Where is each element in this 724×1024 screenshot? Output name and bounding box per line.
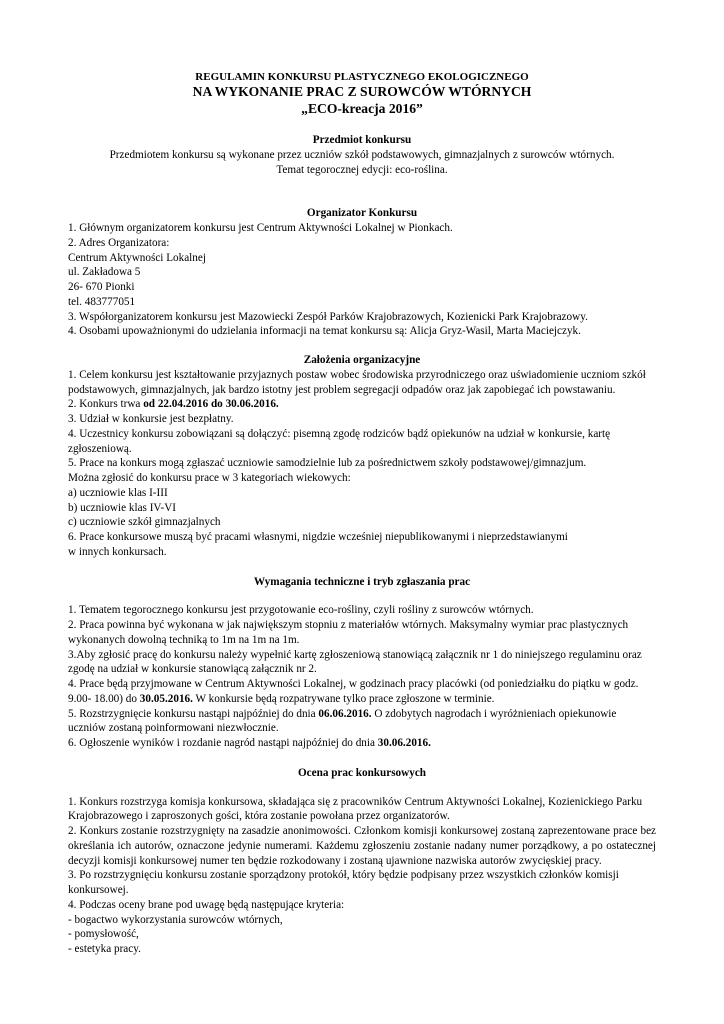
wymagania-deadline: 30.05.2016. <box>139 692 193 705</box>
wymagania-award-date: 30.06.2016. <box>377 737 431 749</box>
organizator-line: tel. 483777051 <box>68 295 136 308</box>
wymagania-item-1: 1. Tematem tegorocznego konkursu jest przygotowanie eco-rośliny, czyli rośliny z surowców wtórnych. <box>68 604 534 617</box>
title-line-2: NA WYKONANIE PRAC Z SUROWCÓW WTÓRNYCH <box>192 84 532 99</box>
wymagania-item-4-rest: W konkursie będą rozpatrywane tylko prace zgłoszone w terminie. <box>192 692 495 705</box>
organizator-line: 1. Głównym organizatorem konkursu jest Centrum Aktywności Lokalnej w Pionkach. <box>68 222 453 234</box>
wymagania-item-3: 3.Aby zgłosić pracę do konkursu należy wypełnić kartę zgłoszeniową stanowiącą załącznik nr 1 do niniejszego regulaminu oraz zgodę na udział w konkursie stanowiącą załącznik nr 2. <box>68 648 642 676</box>
zalozenia-dates: od 22.04.2016 do 30.06.2016. <box>143 398 279 411</box>
wymagania-item-2: 2. Praca powinna być wykonana w jak największym stopniu z materiałów wtórnych. Maksymalny wymiar prac plastycznych wykonanych dowolną techniką to 1m na 1m na 1m. <box>68 619 629 646</box>
category-a: a) uczniowie klas I-III <box>68 486 168 499</box>
criterion-3: - estetyka pracy. <box>68 943 141 955</box>
zalozenia-item-6-cont: w innych konkursach. <box>68 545 167 558</box>
ocena-item-1: 1. Konkurs rozstrzyga komisja konkursowa, składająca się z pracowników Centrum Aktywności Lokalnej, Kozienickiego Parku Krajobrazowego i zaproszonych gości, która zostanie powołana przez organizatorów. <box>68 795 643 823</box>
document-content <box>68 70 656 957</box>
wymagania-heading: Wymagania techniczne i tryb zgłaszania prac <box>253 575 471 588</box>
wymagania-item-5-rest: O zdobytych nagrodach i wyróżnieniach opiekunowie uczniów zostaną poinformowani niezwłocznie. <box>68 707 617 735</box>
organizator-line: ul. Zakładowa 5 <box>68 266 141 279</box>
organizator-line: Centrum Aktywności Lokalnej <box>68 251 206 264</box>
zalozenia-item-2-text: 2. Konkurs trwa <box>68 398 144 411</box>
zalozenia-item-6: 6. Prace konkursowe muszą być pracami własnymi, nigdzie wcześniej niepublikowanymi i nieprzedstawianymi <box>68 531 568 543</box>
zalozenia-heading: Założenia organizacyjne <box>303 354 421 366</box>
wymagania-item-6 <box>68 736 656 751</box>
organizator-line: 4. Osobami upoważnionymi do udzielania informacji na temat konkursu są: Alicja Gryz-Wasil, Marta Maciejczyk. <box>68 325 581 338</box>
wymagania-item-6-text: 6. Ogłoszenie wyników i rozdanie nagród nastąpi najpóźniej do dnia <box>68 737 378 749</box>
organizator-heading: Organizator Konkursu <box>306 207 418 220</box>
criterion-2: - pomysłowość, <box>68 928 139 941</box>
ocena-item-4: 4. Podczas oceny brane pod uwagę będą następujące kryteria: <box>68 898 345 911</box>
zalozenia-item-3: 3. Udział w konkursie jest bezpłatny. <box>68 413 234 425</box>
przedmiot-line-1: Przedmiotem konkursu są wykonane przez uczniów szkół podstawowych, gimnazjalnych z surowców wtórnych. <box>109 148 615 161</box>
przedmiot-heading: Przedmiot konkursu <box>312 134 412 146</box>
criterion-1: - bogactwo wykorzystania surowców wtórnych, <box>68 913 283 926</box>
ocena-item-3: 3. Po rozstrzygnięciu konkursu zostanie sporządzony protokół, który będzie podpisany przez wszystkich członków komisji konkursowej. <box>68 869 619 896</box>
organizator-line: 26- 670 Pionki <box>68 281 135 293</box>
ocena-item-2: 2. Konkurs zostanie rozstrzygnięty na zasadzie anonimowości. Członkom komisji konkursowej zostaną zaprezentowane prace bez określania ich autorów, oznaczone jedynie numerami. Każdemu zgłoszeniu zostanie nadany numer porządkowy, a po ostatecznej decyzji komisji konkursowej numer ten będzie rozkodowany i zostaną ujawnione nazwiska autorów zwycięskiej pracy. <box>68 825 656 867</box>
zalozenia-item-1: 1. Celem konkursu jest kształtowanie przyjaznych postaw wobec środowiska przyrodniczego oraz uświadomienie uczniom szkół podstawowych, gimnazjalnych, jak bardzo istotny jest problem segregacji odpadów oraz jak zapobiegać ich powstawaniu. <box>68 368 646 396</box>
title-line-3: „ECO-kreacja 2016” <box>301 100 423 116</box>
zalozenia-item-5: 5. Prace na konkurs mogą zgłaszać uczniowie samodzielnie lub za pośrednictwem szkoły podstawowej/gimnazjum. <box>68 457 587 470</box>
zalozenia-item-2 <box>68 397 656 412</box>
title-line-1: REGULAMIN KONKURSU PLASTYCZNEGO EKOLOGICZNEGO <box>195 71 529 83</box>
wymagania-item-5-text: 5. Rozstrzygnięcie konkursu nastąpi najpóźniej do dnia <box>68 707 319 720</box>
przedmiot-line-2: Temat tegorocznej edycji: eco-roślina. <box>276 163 448 176</box>
organizator-line: 3. Współorganizatorem konkursu jest Mazowiecki Zespół Parków Krajobrazowych, Kozienicki Park Krajobrazowy. <box>68 310 588 323</box>
zalozenia-item-5-categories: Można zgłosić do konkursu prace w 3 kategoriach wiekowych: <box>68 472 351 484</box>
category-c: c) uczniowie szkół gimnazjalnych <box>68 516 221 529</box>
organizator-line: 2. Adres Organizatora: <box>68 236 170 249</box>
wymagania-item-4 <box>68 677 656 707</box>
ocena-heading: Ocena prac konkursowych <box>297 766 427 779</box>
wymagania-item-5 <box>68 707 656 737</box>
wymagania-result-date: 06.06.2016. <box>318 707 372 720</box>
wymagania-item-4-text: 4. Prace będą przyjmowane w Centrum Aktywności Lokalnej, w godzinach pracy placówki (od poniedziałku do piątku w godz. 9.00- 18.00) do <box>68 678 639 705</box>
zalozenia-item-4: 4. Uczestnicy konkursu zobowiązani są dołączyć: pisemną zgodę rodziców bądź opiekunów na udział w konkursie, kartę zgłoszeniową. <box>68 427 611 455</box>
category-b: b) uczniowie klas IV-VI <box>68 501 177 514</box>
